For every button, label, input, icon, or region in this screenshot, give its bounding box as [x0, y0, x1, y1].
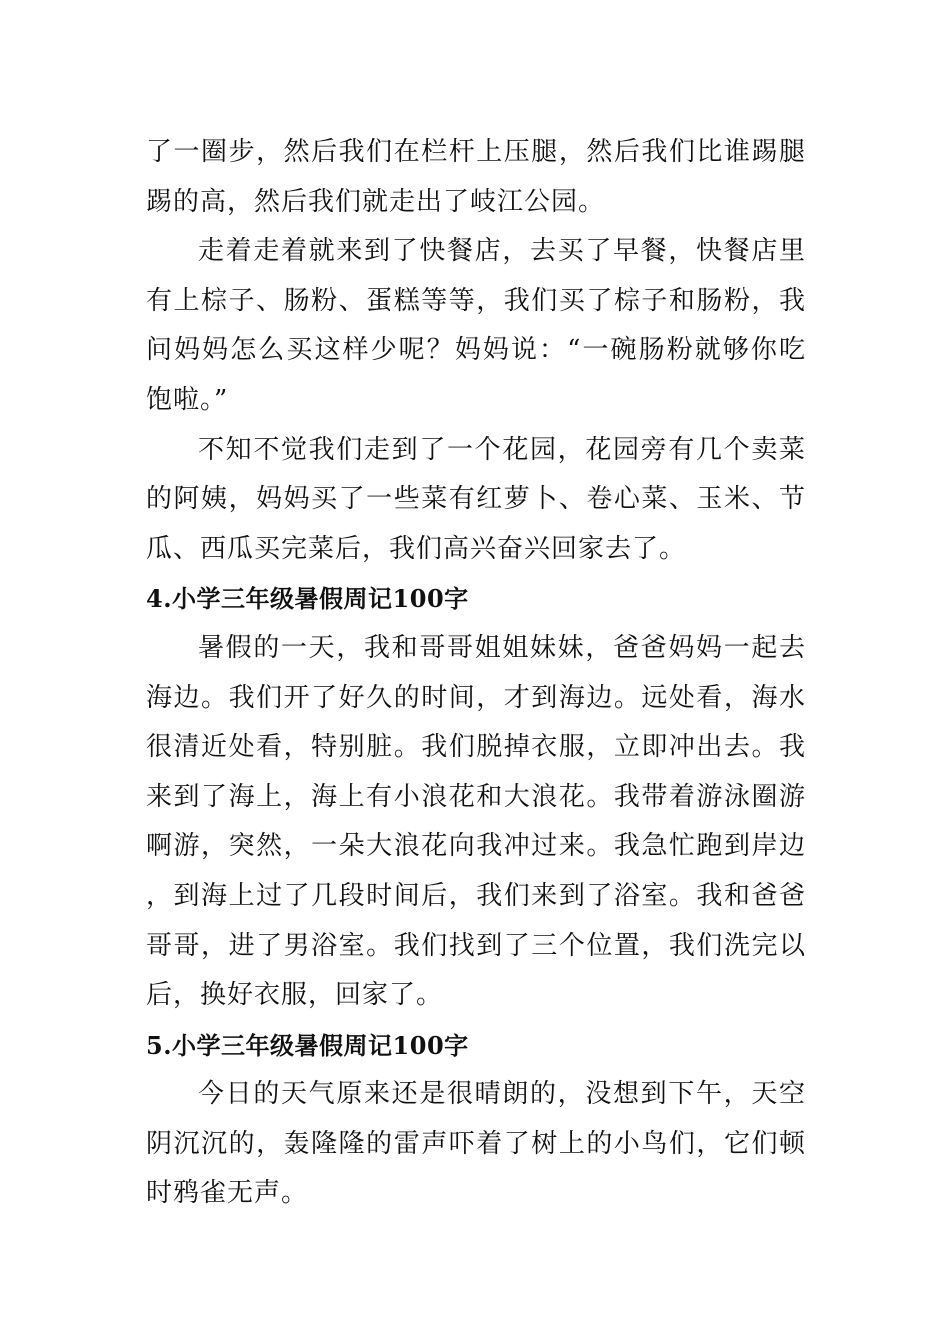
section-heading-5: 5.小学三年级暑假周记100字 [146, 1030, 469, 1060]
continuation-paragraph: 了一圈步，然后我们在栏杆上压腿，然后我们比谁踢腿踢的高，然后我们就走出了岐江公园。 [146, 137, 806, 217]
section-5-paragraph: 今日的天气原来还是很晴朗的，没想到下午，天空阴沉沉的，轰隆隆的雷声吓着了树上的小鸟们，它们顿时鸦雀无声。 [146, 1079, 806, 1209]
garden-paragraph: 不知不觉我们走到了一个花园，花园旁有几个卖菜的阿姨，妈妈买了一些菜有红萝卜、卷心菜、玉米、节瓜、西瓜买完菜后，我们高兴奋兴回家去了。 [146, 434, 806, 564]
section-4-paragraph: 暑假的一天，我和哥哥姐姐妹妹，爸爸妈妈一起去海边。我们开了好久的时间，才到海边。远处看，海水很清近处看，特别脏。我们脱掉衣服，立即冲出去。我来到了海上，海上有小浪花和大浪花。我带着游泳圈游啊游，突然，一朵大浪花向我冲过来。我急忙跑到岸边，到海上过了几段时间后，我们来到了浴室。我和爸爸哥哥，进了男浴室。我们找到了三个位置，我们洗完以后，换好衣服，回家了。 [146, 632, 806, 1011]
section-heading-4: 4.小学三年级暑假周记100字 [146, 584, 469, 614]
breakfast-paragraph: 走着走着就来到了快餐店，去买了早餐，快餐店里有上棕子、肠粉、蛋糕等等，我们买了棕子和肠粉，我问妈妈怎么买这样少呢？妈妈说：“一碗肠粉就够你吃饱啦。” [146, 236, 806, 415]
document-body [146, 128, 806, 1219]
